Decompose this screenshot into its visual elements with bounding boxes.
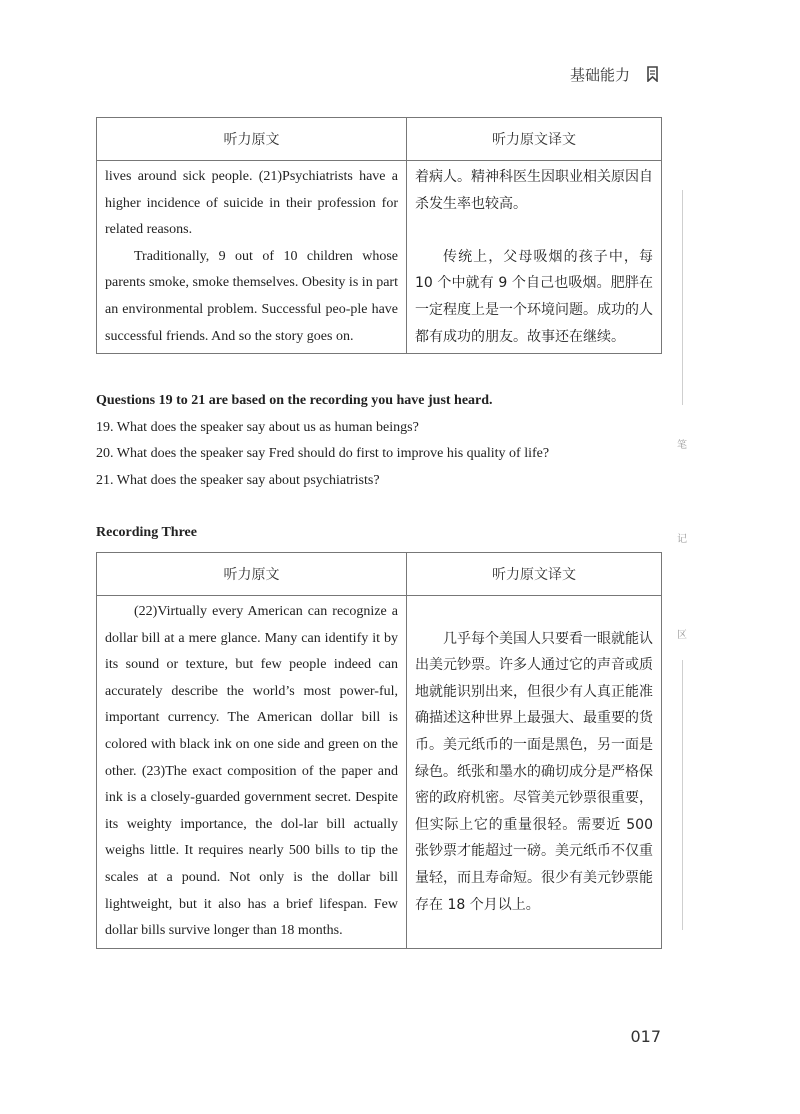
margin-rule bbox=[682, 190, 683, 405]
transcript-table-2 bbox=[96, 552, 662, 949]
side-note-char: 区 bbox=[677, 630, 687, 641]
original-text-cell bbox=[97, 596, 407, 949]
original-paragraph: Traditionally, 9 out of 10 children whose parents smoke, smoke themselves. Obesity is in part an environmental problem. Successful peo-ple have successful friends. And so the story goes on. bbox=[105, 248, 398, 344]
recording-heading: Recording Three bbox=[96, 525, 197, 540]
column-header-translation: 听力原文译文 bbox=[407, 118, 662, 161]
translation-text-cell bbox=[407, 161, 662, 354]
section-title: 基础能力 bbox=[569, 66, 630, 84]
side-note-char: 记 bbox=[677, 534, 687, 545]
question-item: 19. What does the speaker say about us as human beings? bbox=[96, 419, 419, 435]
recording-three-section bbox=[96, 520, 661, 547]
column-header-original: 听力原文 bbox=[97, 553, 407, 596]
side-note-char: 笔 bbox=[677, 440, 687, 451]
original-paragraph: (22)Virtually every American can recognize a dollar bill at a mere glance. Many can identify it by its sound or texture, but few people indeed can accurately describe the world’s most power-ful, important currency. The American dollar bill is colored with black ink on one side and green on the other. (23)The exact composition of the paper and ink is a closely-guarded government secret. Despite its weighty importance, the dol-lar bill actually weighs little. It requires nearly 500 bills to tip the scales at a pound. Not only is the dollar bill lightweight, but it also has a brief lifespan. Few dollar bills survive longer than 18 months. bbox=[105, 604, 398, 939]
translation-text-cell bbox=[407, 596, 662, 949]
bookmark-icon bbox=[647, 66, 658, 82]
transcript-table-1 bbox=[96, 117, 662, 354]
original-paragraph: lives around sick people. (21)Psychiatrists have a higher incidence of suicide in their profession for related reasons. bbox=[105, 169, 398, 238]
original-text-cell bbox=[97, 161, 407, 354]
questions-heading: Questions 19 to 21 are based on the recording you have just heard. bbox=[96, 393, 493, 408]
question-item: 21. What does the speaker say about psychiatrists? bbox=[96, 472, 380, 488]
column-header-translation: 听力原文译文 bbox=[407, 553, 662, 596]
translation-paragraph: 着病人。精神科医生因职业相关原因自杀发生率也较高。 bbox=[415, 169, 653, 212]
page-number: 017 bbox=[630, 1027, 661, 1046]
column-header-original: 听力原文 bbox=[97, 118, 407, 161]
margin-rule bbox=[682, 660, 683, 930]
question-item: 20. What does the speaker say Fred should do first to improve his quality of life? bbox=[96, 446, 550, 461]
translation-paragraph: 传统上，父母吸烟的孩子中，每10 个中就有 9 个自己也吸烟。肥胖在一定程度上是一个环境问题。成功的人都有成功的朋友。故事还在继续。 bbox=[415, 248, 653, 345]
questions-section bbox=[96, 388, 661, 494]
translation-paragraph: 几乎每个美国人只要看一眼就能认出美元钞票。许多人通过它的声音或质地就能识别出来，但很少有人真正能准确描述这种世界上最强大、最重要的货币。美元纸币的一面是黑色，另一面是绿色。纸张和墨水的确切成分是严格保密的政府机密。尽管美元钞票很重要，但实际上它的重量很轻。需要近 500 张钞票才能超过一磅。美元纸币不仅重量轻，而且寿命短。很少有美元钞票能存在 18 个月以上。 bbox=[415, 630, 653, 913]
